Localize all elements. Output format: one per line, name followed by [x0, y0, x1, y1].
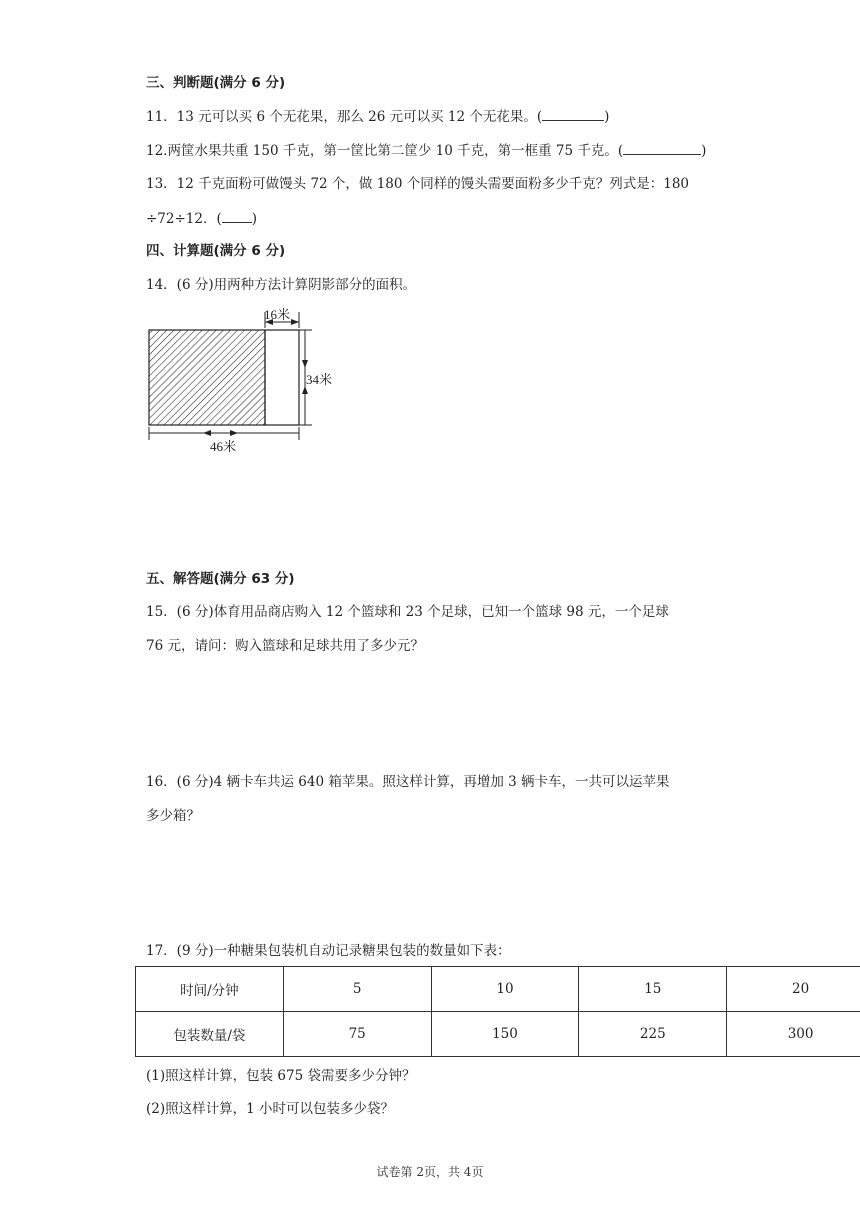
- question-16-line2: 多少箱？: [146, 808, 200, 824]
- table-row: [136, 967, 860, 1012]
- section-answer-title: 五、解答题(满分 63 分): [146, 571, 295, 587]
- shaded-region: [149, 330, 265, 425]
- table-cell: 150: [431, 1012, 579, 1057]
- section-calc-title: 四、计算题(满分 6 分): [146, 243, 286, 259]
- table-cell: 5: [283, 967, 431, 1012]
- question-12-text: 12.两筐水果共重 150 千克，第一筐比第二筐少 10 千克，第一框重 75 千克。(: [146, 143, 624, 159]
- label-34m: 34米: [306, 372, 333, 387]
- question-17-sub1: (1)照这样计算，包装 675 袋需要多少分钟？: [146, 1068, 416, 1084]
- question-17-text: 17．(9 分)一种糖果包装机自动记录糖果包装的数量如下表：: [146, 943, 511, 959]
- question-11: 11．13 元可以买 6 个无花果，那么 26 元可以买 12 个无花果。( ): [146, 106, 609, 127]
- table-cell: 时间/分钟: [136, 967, 284, 1012]
- table-row: [136, 1012, 860, 1057]
- section-judge-title: 三、判断题(满分 6 分): [146, 75, 286, 91]
- label-16m: 16米: [264, 307, 291, 322]
- answer-blank-13[interactable]: [222, 208, 252, 223]
- table-cell: 包装数量/袋: [136, 1012, 284, 1057]
- question-11-text: 11．13 元可以买 6 个无花果，那么 26 元可以买 12 个无花果。(: [146, 109, 543, 125]
- question-13-line1: 13．12 千克面粉可做馒头 72 个，做 180 个同样的馒头需要面粉多少千克？列式是：180: [146, 176, 690, 192]
- table-cell: 10: [431, 967, 579, 1012]
- packaging-table: [135, 966, 860, 1057]
- question-15-line1: 15．(6 分)体育用品商店购入 12 个篮球和 23 个足球，已知一个篮球 98 元，一个足球: [146, 604, 669, 620]
- shaded-area-figure: [140, 300, 360, 460]
- answer-blank-12[interactable]: [623, 140, 701, 155]
- question-13-line2: ÷72÷12．( ): [146, 208, 257, 229]
- unshaded-strip: [265, 330, 299, 425]
- question-15-line2: 76 元，请问：购入篮球和足球共用了多少元？: [146, 638, 424, 654]
- table-cell: 75: [283, 1012, 431, 1057]
- answer-blank-11[interactable]: [542, 106, 604, 121]
- table-cell: 20: [727, 967, 860, 1012]
- question-12: 12.两筐水果共重 150 千克，第一筐比第二筐少 10 千克，第一框重 75 千克。( ): [146, 140, 706, 161]
- table-cell: 225: [579, 1012, 727, 1057]
- label-46m: 46米: [210, 439, 237, 454]
- question-14-text: 14．(6 分)用两种方法计算阴影部分的面积。: [146, 277, 417, 293]
- table-cell: 300: [727, 1012, 860, 1057]
- page-footer: 试卷第 2页，共 4页: [376, 1165, 484, 1179]
- question-17-sub2: (2)照这样计算，1 小时可以包装多少袋？: [146, 1101, 395, 1117]
- question-16-line1: 16．(6 分)4 辆卡车共运 640 箱苹果。照这样计算，再增加 3 辆卡车，一共可以运苹果: [146, 774, 670, 790]
- table-cell: 15: [579, 967, 727, 1012]
